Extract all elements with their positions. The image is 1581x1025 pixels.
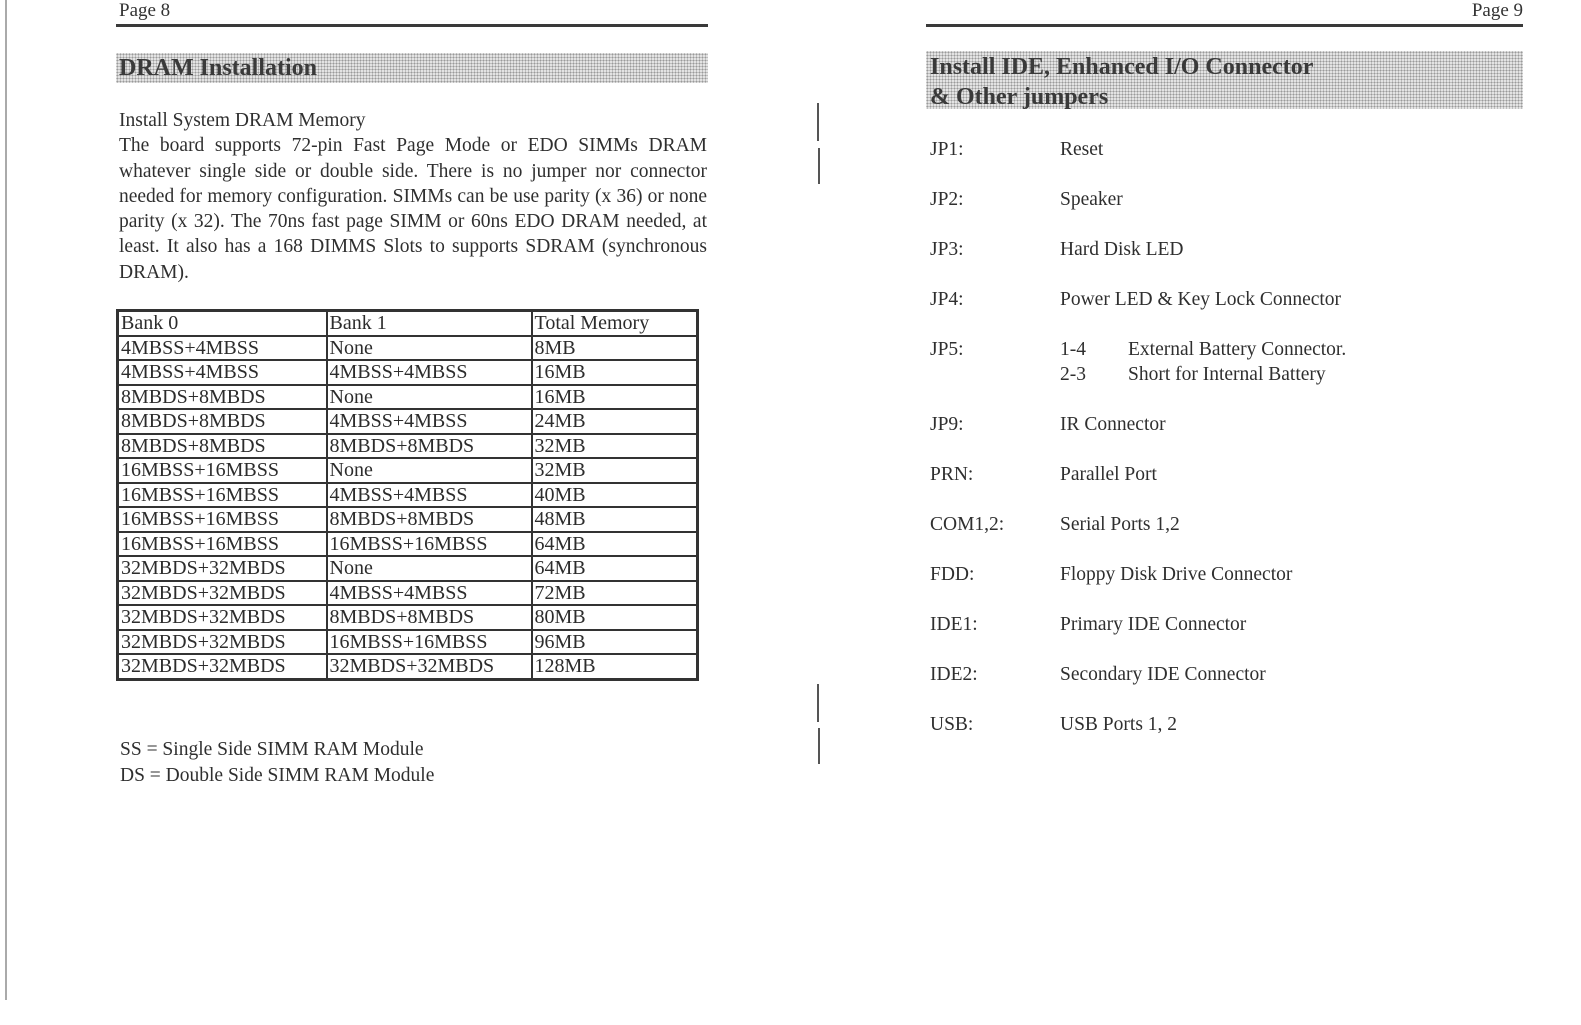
table-cell: 16MBSS+16MBSS [118, 458, 327, 483]
scan-edge-left [5, 0, 7, 1000]
table-cell: 72MB [532, 581, 698, 606]
jumper-desc: Floppy Disk Drive Connector [1060, 564, 1293, 585]
table-cell: 64MB [532, 556, 698, 581]
jumper-pins: 2-3 [1060, 364, 1086, 385]
binding-mark [818, 728, 820, 764]
table-cell: 32MBDS+32MBDS [327, 654, 532, 679]
table-cell: 8MBDS+8MBDS [327, 507, 532, 532]
binding-mark [817, 684, 819, 722]
binding-mark [818, 148, 820, 184]
intro-text-block [119, 108, 707, 285]
jumper-pins: 1-4 [1060, 339, 1086, 360]
binding-mark [817, 103, 819, 141]
table-cell: 8MBDS+8MBDS [118, 409, 327, 434]
table-cell: 16MBSS+16MBSS [327, 532, 532, 557]
table-cell: 32MBDS+32MBDS [118, 630, 327, 655]
legend [120, 737, 434, 788]
jumper-label: JP9: [930, 414, 964, 435]
table-header-cell: Total Memory [532, 311, 698, 336]
table-row [118, 630, 698, 655]
table-cell: 16MBSS+16MBSS [118, 507, 327, 532]
legend-ds: DS = Double Side SIMM RAM Module [120, 764, 435, 786]
jumper-pin-desc: Short for Internal Battery [1128, 364, 1326, 385]
jumper-pin-desc: External Battery Connector. [1128, 339, 1347, 360]
jumper-label: FDD: [930, 564, 975, 585]
table-cell: 4MBSS+4MBSS [118, 336, 327, 361]
jumper-label: JP1: [930, 139, 964, 160]
header-rule-left [116, 24, 708, 27]
table-header-cell: Bank 1 [327, 311, 532, 336]
table-cell: 32MBDS+32MBDS [118, 654, 327, 679]
jumper-desc: IR Connector [1060, 414, 1166, 435]
table-cell: 32MBDS+32MBDS [118, 581, 327, 606]
table-cell: 40MB [532, 483, 698, 508]
table-row [118, 556, 698, 581]
table-row [118, 581, 698, 606]
jumper-desc: Primary IDE Connector [1060, 614, 1247, 635]
right-page [790, 0, 1581, 1025]
table-row [118, 360, 698, 385]
table-cell: 4MBSS+4MBSS [327, 360, 532, 385]
table-cell: 8MBDS+8MBDS [327, 605, 532, 630]
left-page [0, 0, 790, 1025]
table-cell: 48MB [532, 507, 698, 532]
page-number-left: Page 8 [119, 0, 171, 21]
table-cell: 4MBSS+4MBSS [327, 581, 532, 606]
table-cell: 16MB [532, 360, 698, 385]
table-cell: 128MB [532, 654, 698, 679]
table-cell: 24MB [532, 409, 698, 434]
jumper-label: JP4: [930, 289, 964, 310]
table-cell: 16MB [532, 385, 698, 410]
page-number-right: Page 9 [1471, 0, 1523, 21]
jumper-label: JP5: [930, 339, 964, 360]
jumper-label: IDE2: [930, 664, 978, 685]
table-row [118, 532, 698, 557]
table-cell: None [327, 336, 532, 361]
jumper-label: PRN: [930, 464, 974, 485]
table-cell: 8MBDS+8MBDS [327, 434, 532, 459]
table-row [118, 483, 698, 508]
table-cell: 8MBDS+8MBDS [118, 385, 327, 410]
table-row [118, 507, 698, 532]
table-row [118, 434, 698, 459]
table-cell: None [327, 556, 532, 581]
jumper-desc: Secondary IDE Connector [1060, 664, 1266, 685]
table-cell: 32MB [532, 434, 698, 459]
table-cell: 16MBSS+16MBSS [118, 483, 327, 508]
section-heading-dram: DRAM Installation [119, 55, 318, 81]
table-row [118, 385, 698, 410]
jumper-desc: Hard Disk LED [1060, 239, 1184, 260]
table-cell: 32MBDS+32MBDS [118, 605, 327, 630]
jumper-desc: Reset [1060, 139, 1104, 160]
jumper-desc: Serial Ports 1,2 [1060, 514, 1180, 535]
table-cell: 80MB [532, 605, 698, 630]
jumper-label: USB: [930, 714, 974, 735]
jumper-desc: USB Ports 1, 2 [1060, 714, 1178, 735]
table-cell: 16MBSS+16MBSS [327, 630, 532, 655]
table-cell: 8MB [532, 336, 698, 361]
table-cell: None [327, 458, 532, 483]
table-row [118, 409, 698, 434]
intro-body: The board supports 72-pin Fast Page Mode or EDO SIMMs DRAM whatever single side or double side. There is no jumper nor connector needed for memory configuration. SIMMs can be use parity (x 36) or none parity (x 32). The 70ns fast page SIMM or 60ns EDO DRAM needed, at least. It also has a 168 DIMMS Slots to supports SDRAM (synchronous DRAM). [119, 135, 707, 283]
table-row [118, 605, 698, 630]
table-cell: 8MBDS+8MBDS [118, 434, 327, 459]
intro-title: Install System DRAM Memory [119, 110, 366, 131]
table-row [118, 654, 698, 679]
jumper-desc: Parallel Port [1060, 464, 1157, 485]
table-cell: 4MBSS+4MBSS [118, 360, 327, 385]
jumper-desc: Power LED & Key Lock Connector [1060, 289, 1342, 310]
jumper-label: COM1,2: [930, 514, 1005, 535]
section-heading-ide-line2: & Other jumpers [930, 84, 1109, 110]
memory-config-table [116, 309, 699, 681]
table-cell: 32MB [532, 458, 698, 483]
table-cell: 64MB [532, 532, 698, 557]
table-cell: 4MBSS+4MBSS [327, 483, 532, 508]
table-row [118, 336, 698, 361]
table-cell: None [327, 385, 532, 410]
table-cell: 96MB [532, 630, 698, 655]
table-row [118, 458, 698, 483]
table-header-row [118, 311, 698, 336]
jumper-label: IDE1: [930, 614, 978, 635]
table-cell: 32MBDS+32MBDS [118, 556, 327, 581]
table-cell: 16MBSS+16MBSS [118, 532, 327, 557]
table-cell: 4MBSS+4MBSS [327, 409, 532, 434]
section-heading-ide-line1: Install IDE, Enhanced I/O Connector [930, 54, 1314, 80]
jumper-desc: Speaker [1060, 189, 1123, 210]
table-header-cell: Bank 0 [118, 311, 327, 336]
jumper-label: JP2: [930, 189, 964, 210]
header-rule-right [926, 24, 1523, 27]
legend-ss: SS = Single Side SIMM RAM Module [120, 739, 424, 760]
jumper-label: JP3: [930, 239, 964, 260]
